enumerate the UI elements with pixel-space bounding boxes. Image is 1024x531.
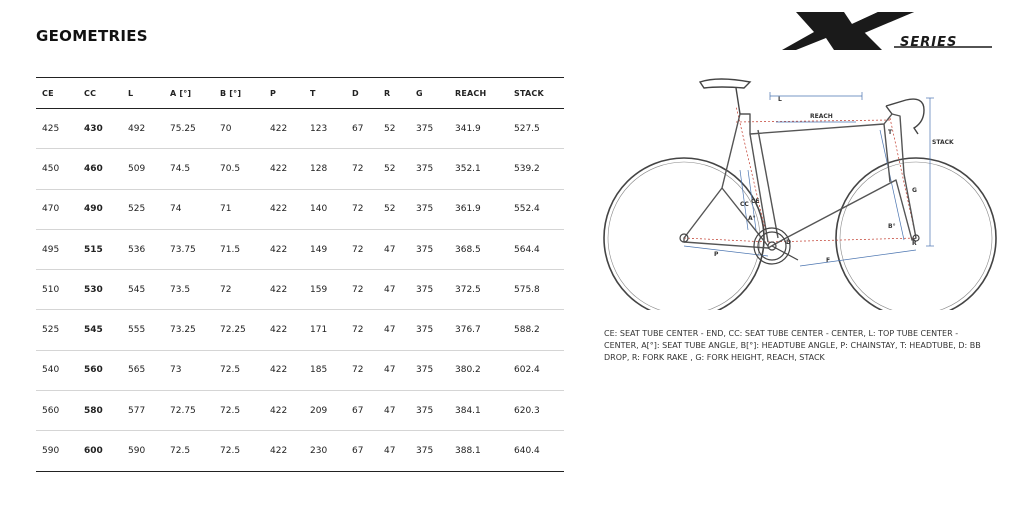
table-cell: 384.1: [449, 391, 508, 431]
label-b: B°: [888, 223, 896, 230]
header-g: G: [410, 78, 449, 109]
table-cell: 536: [122, 229, 164, 269]
table-row: [36, 270, 564, 310]
logo-x-slash: [852, 12, 914, 34]
label-t: T: [888, 129, 893, 136]
table-cell: 72.5: [214, 391, 264, 431]
table-cell: 128: [304, 149, 346, 189]
table-cell: 580: [78, 391, 122, 431]
table-cell: 470: [36, 189, 78, 229]
table-cell: 72: [346, 310, 378, 350]
table-cell: 380.2: [449, 350, 508, 390]
table-cell: 564.4: [508, 229, 564, 269]
table-row: [36, 109, 564, 149]
table-cell: 73.25: [164, 310, 214, 350]
header-r: R: [378, 78, 410, 109]
label-cc: CC: [740, 201, 749, 208]
table-cell: 149: [304, 229, 346, 269]
table-cell: 375: [410, 391, 449, 431]
table-cell: 375: [410, 149, 449, 189]
table-cell: 47: [378, 350, 410, 390]
table-cell: 47: [378, 270, 410, 310]
table-cell: 361.9: [449, 189, 508, 229]
label-p: P: [714, 251, 719, 258]
bike-geometry-diagram: [600, 70, 1000, 310]
table-cell: 75.25: [164, 109, 214, 149]
table-cell: 72: [214, 270, 264, 310]
table-cell: 159: [304, 270, 346, 310]
table-cell: 590: [122, 431, 164, 471]
table-cell: 422: [264, 310, 304, 350]
table-cell: 602.4: [508, 350, 564, 390]
table-cell: 73: [164, 350, 214, 390]
table-cell: 555: [122, 310, 164, 350]
table-cell: 72: [346, 189, 378, 229]
table-row: [36, 350, 564, 390]
table-cell: 422: [264, 189, 304, 229]
label-stack: STACK: [932, 139, 954, 146]
table-cell: 372.5: [449, 270, 508, 310]
header-l: L: [122, 78, 164, 109]
table-cell: 565: [122, 350, 164, 390]
label-r: R: [912, 240, 917, 247]
label-d: D: [786, 239, 791, 246]
table-cell: 72: [346, 149, 378, 189]
label-l: L: [778, 96, 782, 103]
table-cell: 67: [346, 431, 378, 471]
table-cell: 185: [304, 350, 346, 390]
table-cell: 577: [122, 391, 164, 431]
header-a: A [°]: [164, 78, 214, 109]
table-cell: 450: [36, 149, 78, 189]
table-cell: 527.5: [508, 109, 564, 149]
label-g: G: [912, 187, 917, 194]
table-cell: 72: [346, 270, 378, 310]
table-row: [36, 229, 564, 269]
table-cell: 375: [410, 270, 449, 310]
table-cell: 376.7: [449, 310, 508, 350]
label-a: A°: [748, 215, 756, 222]
table-cell: 422: [264, 431, 304, 471]
table-cell: 67: [346, 109, 378, 149]
label-f: F: [826, 257, 831, 264]
table-cell: 430: [78, 109, 122, 149]
table-header-row: [36, 78, 564, 109]
table-cell: 422: [264, 391, 304, 431]
table-cell: 495: [36, 229, 78, 269]
table-cell: 123: [304, 109, 346, 149]
table-cell: 70: [214, 109, 264, 149]
table-cell: 72: [346, 229, 378, 269]
table-cell: 74: [164, 189, 214, 229]
header-t: T: [304, 78, 346, 109]
table-cell: 375: [410, 109, 449, 149]
table-cell: 72.5: [164, 431, 214, 471]
table-cell: 368.5: [449, 229, 508, 269]
header-p: P: [264, 78, 304, 109]
table-cell: 425: [36, 109, 78, 149]
table-cell: 375: [410, 431, 449, 471]
table-cell: 375: [410, 310, 449, 350]
geometry-table: [36, 77, 564, 472]
page-title: GEOMETRIES: [36, 27, 148, 45]
legend-description: CE: SEAT TUBE CENTER - END, CC: SEAT TUBE CENTER - CENTER, L: TOP TUBE CENTER - CENTER, A[°]: SEAT TUBE ANGLE, B[°]: HEADTUBE ANGLE, P: CHAINSTAY, T: HEADTUBE, D: BB DROP, R: FORK RAKE , G: FORK HEIGHT, REACH, STACK: [604, 329, 981, 362]
table-cell: 341.9: [449, 109, 508, 149]
table-cell: 72.25: [214, 310, 264, 350]
table-row: [36, 431, 564, 471]
header-ce: CE: [36, 78, 78, 109]
table-cell: 47: [378, 310, 410, 350]
table-cell: 620.3: [508, 391, 564, 431]
table-cell: 47: [378, 431, 410, 471]
table-cell: 71.5: [214, 229, 264, 269]
x-series-logo: [782, 10, 997, 52]
header-b: B [°]: [214, 78, 264, 109]
table-cell: 460: [78, 149, 122, 189]
table-cell: 73.75: [164, 229, 214, 269]
table-row: [36, 149, 564, 189]
table-cell: 560: [78, 350, 122, 390]
table-cell: 52: [378, 109, 410, 149]
table-cell: 560: [36, 391, 78, 431]
table-body: [36, 109, 564, 472]
table-cell: 422: [264, 350, 304, 390]
table-cell: 209: [304, 391, 346, 431]
label-reach: REACH: [810, 113, 833, 120]
table-cell: 52: [378, 149, 410, 189]
table-cell: 539.2: [508, 149, 564, 189]
table-cell: 375: [410, 229, 449, 269]
table-cell: 375: [410, 189, 449, 229]
table-cell: 640.4: [508, 431, 564, 471]
table-cell: 140: [304, 189, 346, 229]
table-cell: 388.1: [449, 431, 508, 471]
table-cell: 575.8: [508, 270, 564, 310]
table-cell: 72: [346, 350, 378, 390]
table-cell: 515: [78, 229, 122, 269]
label-ce: CE: [751, 198, 760, 205]
table-cell: 47: [378, 229, 410, 269]
table-cell: 72.5: [214, 431, 264, 471]
table-cell: 74.5: [164, 149, 214, 189]
table-row: [36, 310, 564, 350]
table-cell: 552.4: [508, 189, 564, 229]
table-cell: 590: [36, 431, 78, 471]
header-d: D: [346, 78, 378, 109]
table-cell: 490: [78, 189, 122, 229]
table-cell: 73.5: [164, 270, 214, 310]
header-stack: STACK: [508, 78, 564, 109]
table-cell: 230: [304, 431, 346, 471]
table-cell: 47: [378, 391, 410, 431]
table-cell: 352.1: [449, 149, 508, 189]
table-cell: 545: [122, 270, 164, 310]
table-cell: 67: [346, 391, 378, 431]
table-row: [36, 391, 564, 431]
table-row: [36, 189, 564, 229]
table-cell: 588.2: [508, 310, 564, 350]
table-cell: 525: [122, 189, 164, 229]
table-cell: 171: [304, 310, 346, 350]
table-cell: 530: [78, 270, 122, 310]
header-reach: REACH: [449, 78, 508, 109]
table-cell: 422: [264, 109, 304, 149]
table-cell: 375: [410, 350, 449, 390]
table-cell: 545: [78, 310, 122, 350]
table-cell: 72.75: [164, 391, 214, 431]
table-cell: 509: [122, 149, 164, 189]
table-cell: 422: [264, 149, 304, 189]
table-cell: 600: [78, 431, 122, 471]
saddle: [700, 79, 750, 88]
table-cell: 71: [214, 189, 264, 229]
table-cell: 492: [122, 109, 164, 149]
front-wheel: [836, 158, 996, 310]
table-cell: 525: [36, 310, 78, 350]
table-cell: 540: [36, 350, 78, 390]
table-cell: 422: [264, 229, 304, 269]
header-cc: CC: [78, 78, 122, 109]
table-cell: 422: [264, 270, 304, 310]
table-cell: 510: [36, 270, 78, 310]
table-cell: 70.5: [214, 149, 264, 189]
logo-series-word: SERIES: [900, 35, 958, 50]
table-cell: 52: [378, 189, 410, 229]
table-cell: 72.5: [214, 350, 264, 390]
